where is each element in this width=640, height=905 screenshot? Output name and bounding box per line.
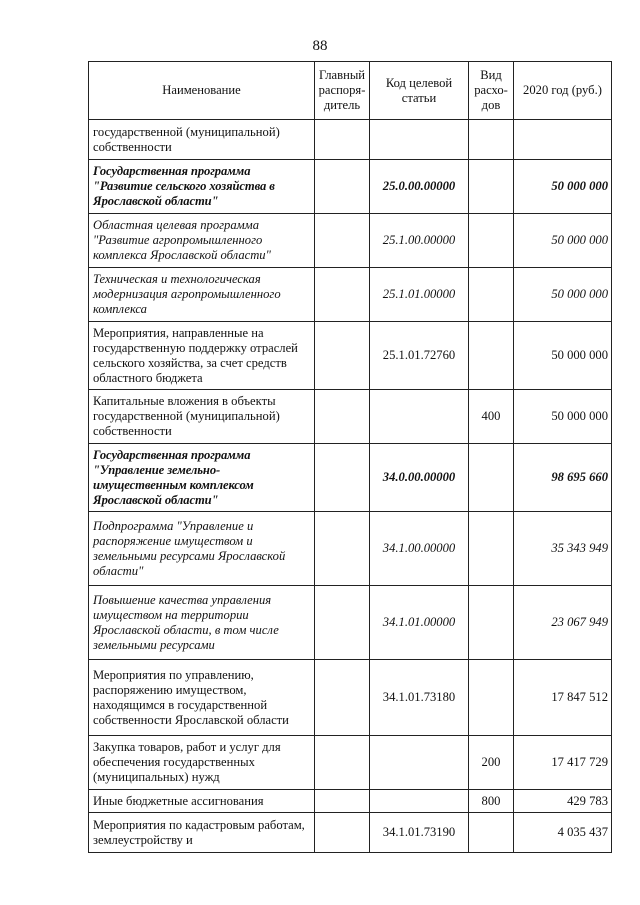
table-row — [89, 444, 612, 512]
cell-type — [469, 444, 514, 512]
cell-manager — [315, 160, 370, 214]
cell-code: 34.1.00.00000 — [370, 512, 469, 586]
cell-type — [469, 322, 514, 390]
table-row — [89, 512, 612, 586]
cell-amount: 23 067 949 — [514, 586, 612, 660]
cell-amount: 50 000 000 — [514, 390, 612, 444]
cell-code: 25.1.01.00000 — [370, 268, 469, 322]
cell-type — [469, 586, 514, 660]
cell-type — [469, 120, 514, 160]
cell-amount: 17 847 512 — [514, 660, 612, 736]
header-manager: Главный распоря-дитель — [315, 62, 370, 120]
cell-name: Государственная программа "Управление земельно-имущественным комплексом Ярославской области" — [89, 444, 315, 512]
table-row — [89, 813, 612, 853]
budget-table — [88, 61, 612, 853]
table-row — [89, 268, 612, 322]
table-row — [89, 660, 612, 736]
table-row — [89, 390, 612, 444]
cell-name: государственной (муниципальной) собственности — [89, 120, 315, 160]
cell-code — [370, 790, 469, 813]
header-code: Код целевой статьи — [370, 62, 469, 120]
cell-code — [370, 736, 469, 790]
cell-type — [469, 660, 514, 736]
cell-code: 25.1.00.00000 — [370, 214, 469, 268]
cell-amount: 50 000 000 — [514, 268, 612, 322]
cell-name: Подпрограмма "Управление и распоряжение имуществом и земельными ресурсами Ярославской области" — [89, 512, 315, 586]
cell-amount: 50 000 000 — [514, 322, 612, 390]
cell-name: Мероприятия, направленные на государственную поддержку отраслей сельского хозяйства, за счет средств областного бюджета — [89, 322, 315, 390]
page-number: 88 — [312, 38, 328, 54]
cell-name: Областная целевая программа "Развитие агропромышленного комплекса Ярославской области" — [89, 214, 315, 268]
cell-type: 400 — [469, 390, 514, 444]
cell-amount — [514, 120, 612, 160]
cell-manager — [315, 813, 370, 853]
cell-code: 34.1.01.73180 — [370, 660, 469, 736]
table-header — [89, 62, 612, 120]
cell-manager — [315, 444, 370, 512]
cell-manager — [315, 214, 370, 268]
header-amount: 2020 год (руб.) — [514, 62, 612, 120]
cell-amount: 4 035 437 — [514, 813, 612, 853]
cell-manager — [315, 790, 370, 813]
cell-manager — [315, 736, 370, 790]
table-row — [89, 322, 612, 390]
cell-name: Иные бюджетные ассигнования — [89, 790, 315, 813]
cell-manager — [315, 660, 370, 736]
cell-code: 34.1.01.73190 — [370, 813, 469, 853]
cell-manager — [315, 512, 370, 586]
table-row — [89, 214, 612, 268]
cell-type — [469, 160, 514, 214]
cell-manager — [315, 586, 370, 660]
cell-amount: 17 417 729 — [514, 736, 612, 790]
cell-type — [469, 268, 514, 322]
cell-name: Мероприятия по кадастровым работам, землеустройству и — [89, 813, 315, 853]
table-row — [89, 586, 612, 660]
cell-code — [370, 120, 469, 160]
cell-manager — [315, 322, 370, 390]
cell-code: 25.1.01.72760 — [370, 322, 469, 390]
cell-amount: 429 783 — [514, 790, 612, 813]
cell-code: 34.1.01.00000 — [370, 586, 469, 660]
cell-name: Закупка товаров, работ и услуг для обеспечения государственных (муниципальных) нужд — [89, 736, 315, 790]
cell-manager — [315, 390, 370, 444]
header-type: Вид расхо-дов — [469, 62, 514, 120]
cell-code: 25.0.00.00000 — [370, 160, 469, 214]
table-row — [89, 736, 612, 790]
cell-code — [370, 390, 469, 444]
table-row — [89, 790, 612, 813]
cell-amount: 50 000 000 — [514, 160, 612, 214]
table-body — [89, 120, 612, 853]
cell-name: Государственная программа "Развитие сельского хозяйства в Ярославской области" — [89, 160, 315, 214]
table-row — [89, 160, 612, 214]
cell-code: 34.0.00.00000 — [370, 444, 469, 512]
header-name: Наименование — [89, 62, 315, 120]
cell-type: 800 — [469, 790, 514, 813]
cell-manager — [315, 120, 370, 160]
table-row — [89, 120, 612, 160]
cell-name: Техническая и технологическая модернизация агропромышленного комплекса — [89, 268, 315, 322]
cell-amount: 50 000 000 — [514, 214, 612, 268]
cell-type — [469, 813, 514, 853]
cell-name: Мероприятия по управлению, распоряжению имуществом, находящимся в государственной собственности Ярославской области — [89, 660, 315, 736]
cell-name: Повышение качества управления имуществом на территории Ярославской области, в том числе земельными ресурсами — [89, 586, 315, 660]
cell-type — [469, 512, 514, 586]
cell-type — [469, 214, 514, 268]
cell-amount: 98 695 660 — [514, 444, 612, 512]
cell-amount: 35 343 949 — [514, 512, 612, 586]
cell-manager — [315, 268, 370, 322]
cell-type: 200 — [469, 736, 514, 790]
cell-name: Капитальные вложения в объекты государственной (муниципальной) собственности — [89, 390, 315, 444]
